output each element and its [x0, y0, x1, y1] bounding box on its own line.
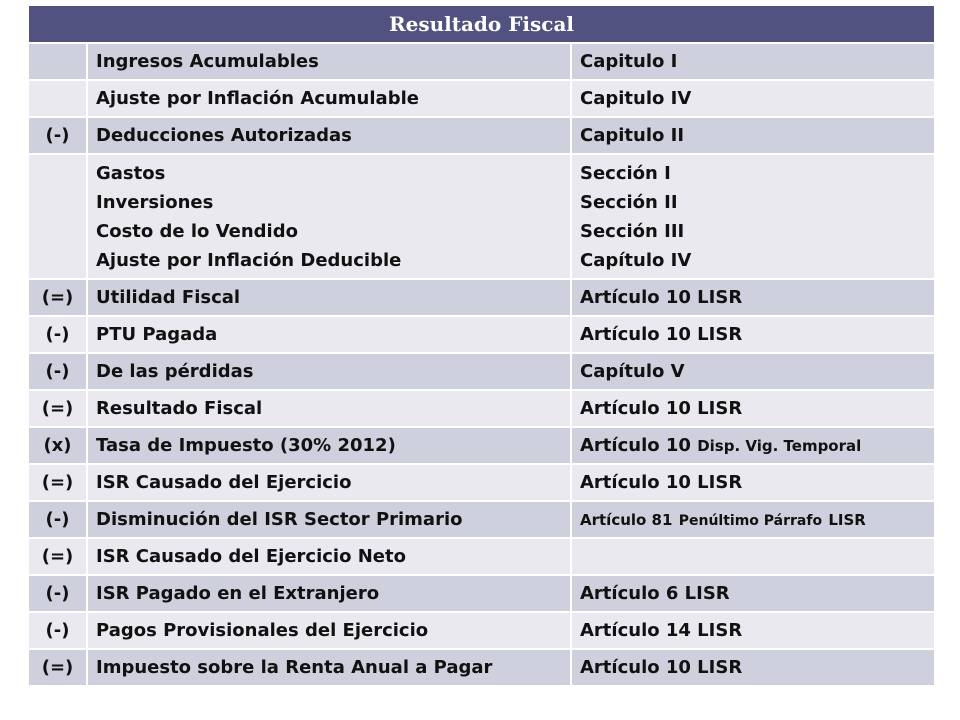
sign-cell: (=) [28, 538, 87, 575]
reference-cell: Capitulo II [571, 117, 935, 154]
sign-cell: (-) [28, 353, 87, 390]
table-row [28, 117, 935, 154]
table-row [28, 575, 935, 612]
table-row-deductions-detail [28, 154, 935, 279]
sign-cell [28, 43, 87, 80]
sign-cell: (-) [28, 501, 87, 538]
table-title: Resultado Fiscal [28, 5, 935, 43]
concept-cell: ISR Causado del Ejercicio Neto [87, 538, 571, 575]
reference-cell: Artículo 6 LISR [571, 575, 935, 612]
reference-cell [571, 154, 935, 279]
table-header-row [28, 5, 935, 43]
sign-cell: (x) [28, 427, 87, 464]
concept-cell: Impuesto sobre la Renta Anual a Pagar [87, 649, 571, 686]
table-row [28, 427, 935, 464]
sign-cell [28, 80, 87, 117]
concept-cell: Resultado Fiscal [87, 390, 571, 427]
reference-cell: Artículo 10 LISR [571, 279, 935, 316]
reference-cell: Artículo 10 LISR [571, 649, 935, 686]
table-row [28, 390, 935, 427]
table-row [28, 464, 935, 501]
reference-note: Disp. Vig. Temporal [697, 437, 862, 455]
sign-cell: (=) [28, 390, 87, 427]
sign-cell: (-) [28, 316, 87, 353]
sign-cell [28, 154, 87, 279]
table-row [28, 353, 935, 390]
concept-cell: Ingresos Acumulables [87, 43, 571, 80]
sign-cell: (-) [28, 117, 87, 154]
sub-concept: Gastos [96, 162, 166, 184]
concept-cell: PTU Pagada [87, 316, 571, 353]
concept-cell: Ajuste por Inflación Acumulable [87, 80, 571, 117]
reference-cell [571, 538, 935, 575]
table-row [28, 279, 935, 316]
concept-cell [87, 154, 571, 279]
table-row [28, 612, 935, 649]
sign-cell: (-) [28, 575, 87, 612]
table-row [28, 80, 935, 117]
sub-reference: Capítulo IV [580, 249, 692, 271]
concept-cell: Disminución del ISR Sector Primario [87, 501, 571, 538]
reference-cell: Artículo 10 LISR [571, 316, 935, 353]
table-row [28, 649, 935, 686]
sub-concept: Inversiones [96, 191, 214, 213]
concept-cell: Pagos Provisionales del Ejercicio [87, 612, 571, 649]
reference-main: Artículo 10 [580, 435, 691, 456]
sign-cell: (=) [28, 279, 87, 316]
concept-cell: Utilidad Fiscal [87, 279, 571, 316]
sub-concept: Costo de lo Vendido [96, 220, 298, 242]
reference-note: Penúltimo Párrafo [678, 513, 823, 529]
reference-cell [571, 427, 935, 464]
reference-cell: Capitulo I [571, 43, 935, 80]
concept-cell: ISR Pagado en el Extranjero [87, 575, 571, 612]
reference-cell: Artículo 10 LISR [571, 464, 935, 501]
table-row [28, 501, 935, 538]
reference-cell: Artículo 14 LISR [571, 612, 935, 649]
sign-cell: (=) [28, 464, 87, 501]
concept-cell: Deducciones Autorizadas [87, 117, 571, 154]
table-row [28, 43, 935, 80]
reference-cell: Capitulo IV [571, 80, 935, 117]
concept-cell: Tasa de Impuesto (30% 2012) [87, 427, 571, 464]
table-row [28, 538, 935, 575]
concept-cell: ISR Causado del Ejercicio [87, 464, 571, 501]
concept-cell: De las pérdidas [87, 353, 571, 390]
sub-reference: Sección I [580, 162, 671, 184]
reference-main: Artículo 81 [580, 511, 673, 529]
sub-reference: Sección III [580, 220, 685, 242]
reference-cell: Capítulo V [571, 353, 935, 390]
reference-cell [571, 501, 935, 538]
reference-end: LISR [828, 511, 866, 529]
sign-cell: (=) [28, 649, 87, 686]
sub-reference: Sección II [580, 191, 678, 213]
fiscal-result-table [27, 4, 936, 687]
sub-concept: Ajuste por Inflación Deducible [96, 249, 402, 271]
table-row [28, 316, 935, 353]
reference-cell: Artículo 10 LISR [571, 390, 935, 427]
sign-cell: (-) [28, 612, 87, 649]
